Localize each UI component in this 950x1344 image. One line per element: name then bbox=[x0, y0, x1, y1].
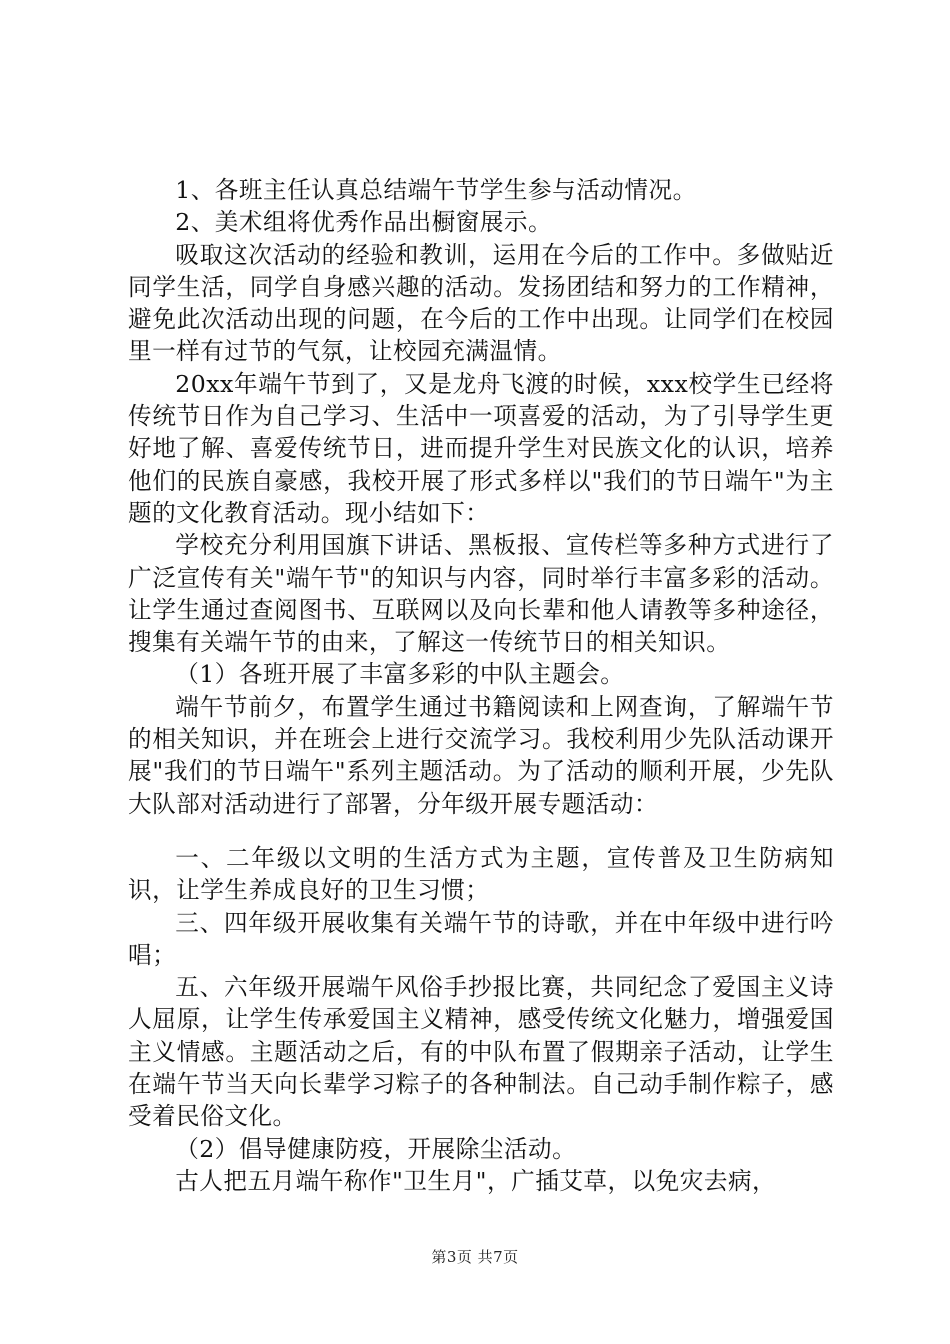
paragraph-section-1-body: 端午节前夕，布置学生通过书籍阅读和上网查询，了解端午节的相关知识，并在班会上进行交流学习。我校利用少先队活动课开展"我们的节日端午"系列主题活动。为了活动的顺利开展，少先队大队部对活动进行了部署，分年级开展专题活动： bbox=[128, 692, 834, 818]
paragraph-grades-5-6: 五、六年级开展端午风俗手抄报比赛，共同纪念了爱国主义诗人屈原，让学生传承爱国主义精神，感受传统文化魅力，增强爱国主义情感。主题活动之后，有的中队布置了假期亲子活动，让学生在端午节当天向长辈学习粽子的各种制法。自己动手制作粽子，感受着民俗文化。 bbox=[128, 973, 834, 1131]
document-body bbox=[128, 174, 834, 1197]
paragraph-section-1-heading: （1）各班开展了丰富多彩的中队主题会。 bbox=[175, 660, 625, 689]
paragraph-publicity: 学校充分利用国旗下讲话、黑板报、宣传栏等多种方式进行了广泛宣传有关"端午节"的知识与内容，同时举行丰富多彩的活动。让学生通过查阅图书、互联网以及向长辈和他人请教等多种途径，搜集有关端午节的由来，了解这一传统节日的相关知识。 bbox=[128, 531, 834, 657]
paragraph-summary-item-1: 1、各班主任认真总结端午节学生参与活动情况。 bbox=[175, 176, 697, 204]
paragraph-gap bbox=[128, 820, 834, 842]
paragraph-intro: 20xx年端午节到了，又是龙舟飞渡的时候，xxx校学生已经将传统节日作为自己学习、生活中一项喜爱的活动，为了引导学生更好地了解、喜爱传统节日，进而提升学生对民族文化的认识，培养他们的民族自豪感，我校开展了形式多样以"我们的节日端午"为主题的文化教育活动。现小结如下： bbox=[128, 369, 834, 527]
paragraph-lessons: 吸取这次活动的经验和教训，运用在今后的工作中。多做贴近同学生活，同学自身感兴趣的活动。发扬团结和努力的工作精神，避免此次活动出现的问题，在今后的工作中出现。让同学们在校园里一样有过节的气氛，让校园充满温情。 bbox=[128, 240, 834, 366]
page-number-footer: 第3页 共7页 bbox=[431, 1248, 519, 1266]
paragraph-summary-item-2: 2、美术组将优秀作品出橱窗展示。 bbox=[175, 208, 553, 237]
paragraph-grades-1-2: 一、二年级以文明的生活方式为主题，宣传普及卫生防病知识，让学生养成良好的卫生习惯； bbox=[128, 843, 834, 905]
paragraph-section-2-heading: （2）倡导健康防疫，开展除尘活动。 bbox=[175, 1134, 577, 1163]
paragraph-section-2-body: 古人把五月端午称作"卫生月"，广插艾草，以免灾去病， bbox=[175, 1166, 777, 1195]
paragraph-grades-3-4: 三、四年级开展收集有关端午节的诗歌，并在中年级中进行吟唱； bbox=[128, 908, 834, 969]
